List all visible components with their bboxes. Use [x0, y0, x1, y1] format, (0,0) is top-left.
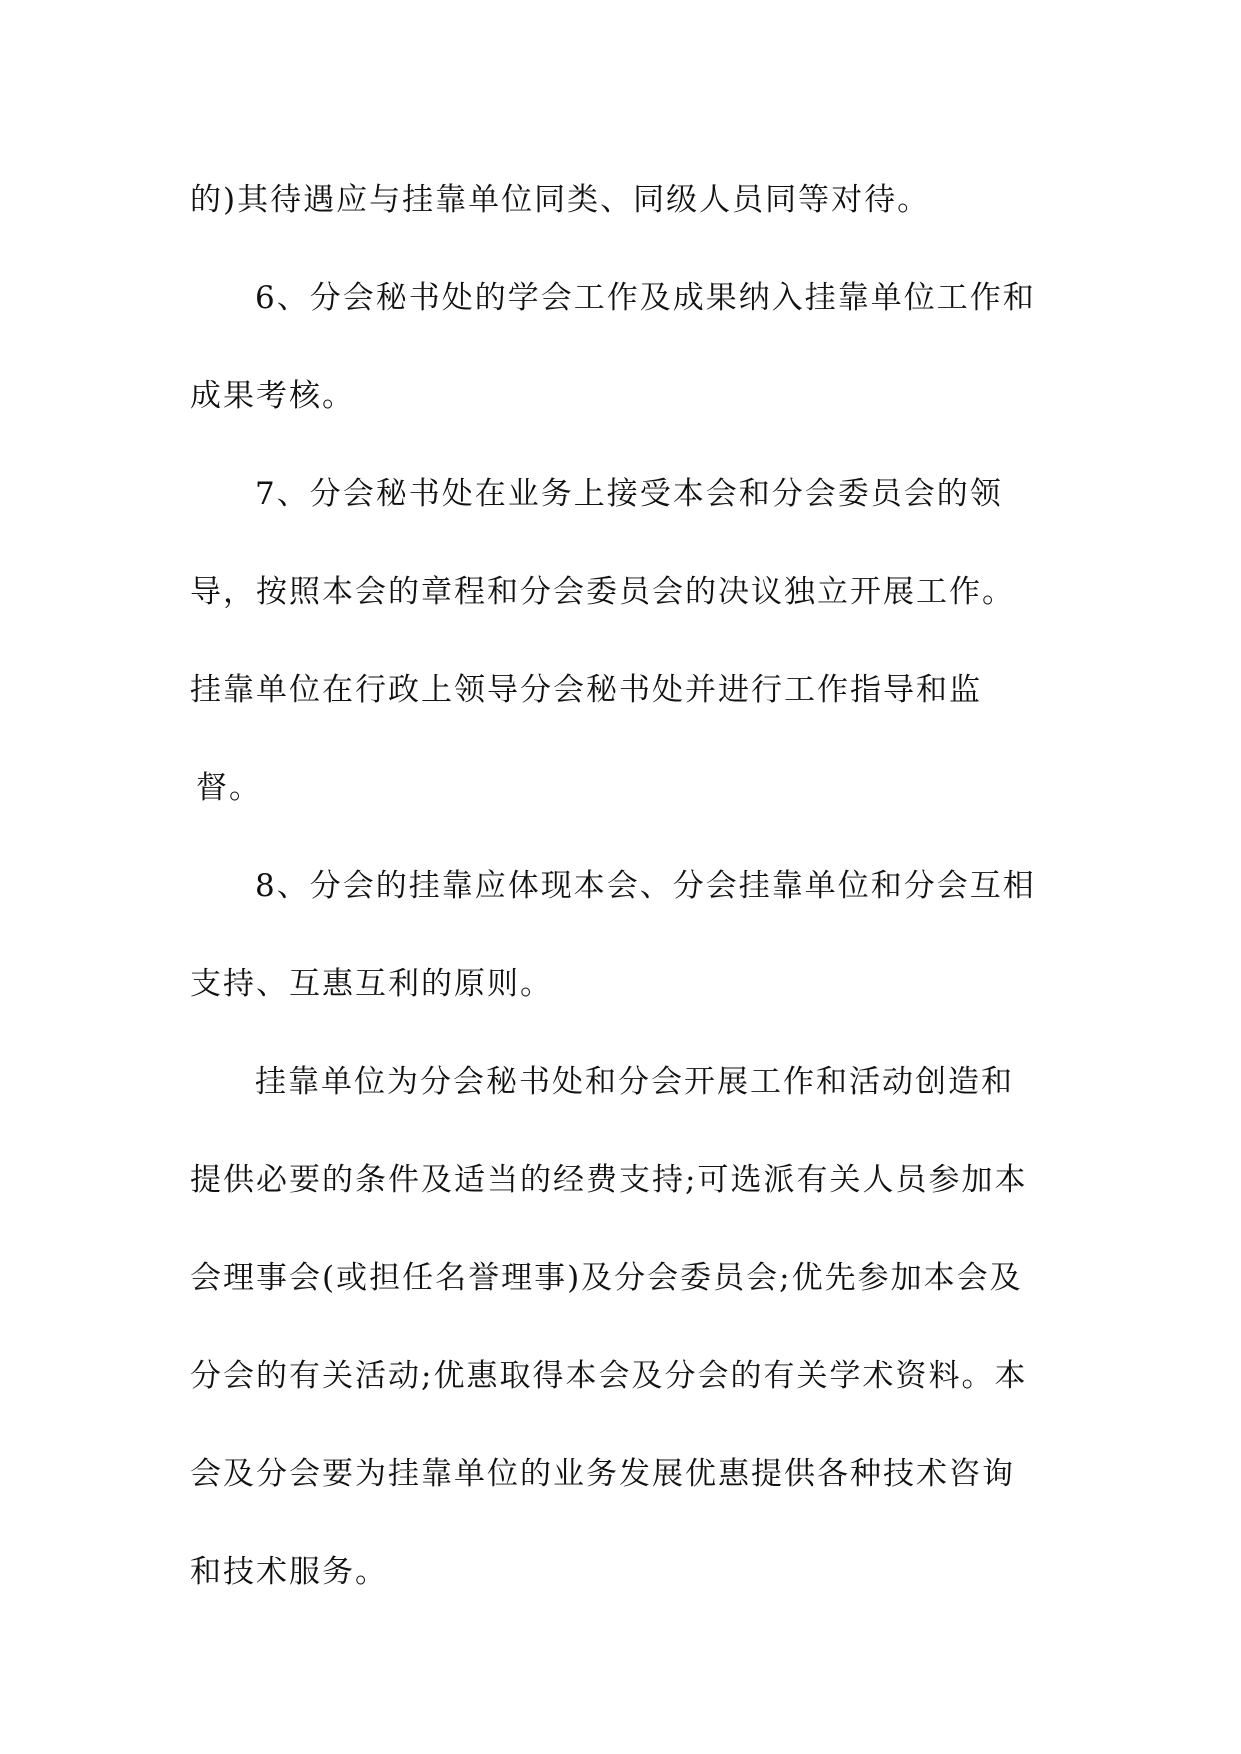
- paragraph-line: 挂靠单位为分会秘书处和分会开展工作和活动创造和: [255, 1064, 1014, 1100]
- paragraph-line: 的)其待遇应与挂靠单位同类、同级人员同等对待。: [190, 182, 931, 218]
- paragraph-line: 会理事会(或担任名誉理事)及分会委员会;优先参加本会及: [190, 1260, 1023, 1296]
- paragraph-line: 分会的有关活动;优惠取得本会及分会的有关学术资料。本: [190, 1358, 1028, 1394]
- paragraph-line: 8、分会的挂靠应体现本会、分会挂靠单位和分会互相: [255, 868, 1036, 904]
- paragraph-line: 会及分会要为挂靠单位的业务发展优惠提供各种技术咨询: [190, 1456, 1015, 1492]
- paragraph-line: 支持、互惠互利的原则。: [190, 966, 553, 1002]
- paragraph-line: 挂靠单位在行政上领导分会秘书处并进行工作指导和监: [190, 672, 982, 708]
- paragraph-line: 督。: [196, 770, 262, 806]
- paragraph-line: 和技术服务。: [190, 1554, 388, 1590]
- paragraph-line: 7、分会秘书处在业务上接受本会和分会委员会的领: [255, 476, 1003, 512]
- paragraph-line: 成果考核。: [190, 378, 355, 414]
- paragraph-line: 提供必要的条件及适当的经费支持;可选派有关人员参加本: [190, 1162, 1028, 1198]
- paragraph-line: 6、分会秘书处的学会工作及成果纳入挂靠单位工作和: [255, 280, 1036, 316]
- paragraph-line: 导，按照本会的章程和分会委员会的决议独立开展工作。: [190, 574, 1015, 610]
